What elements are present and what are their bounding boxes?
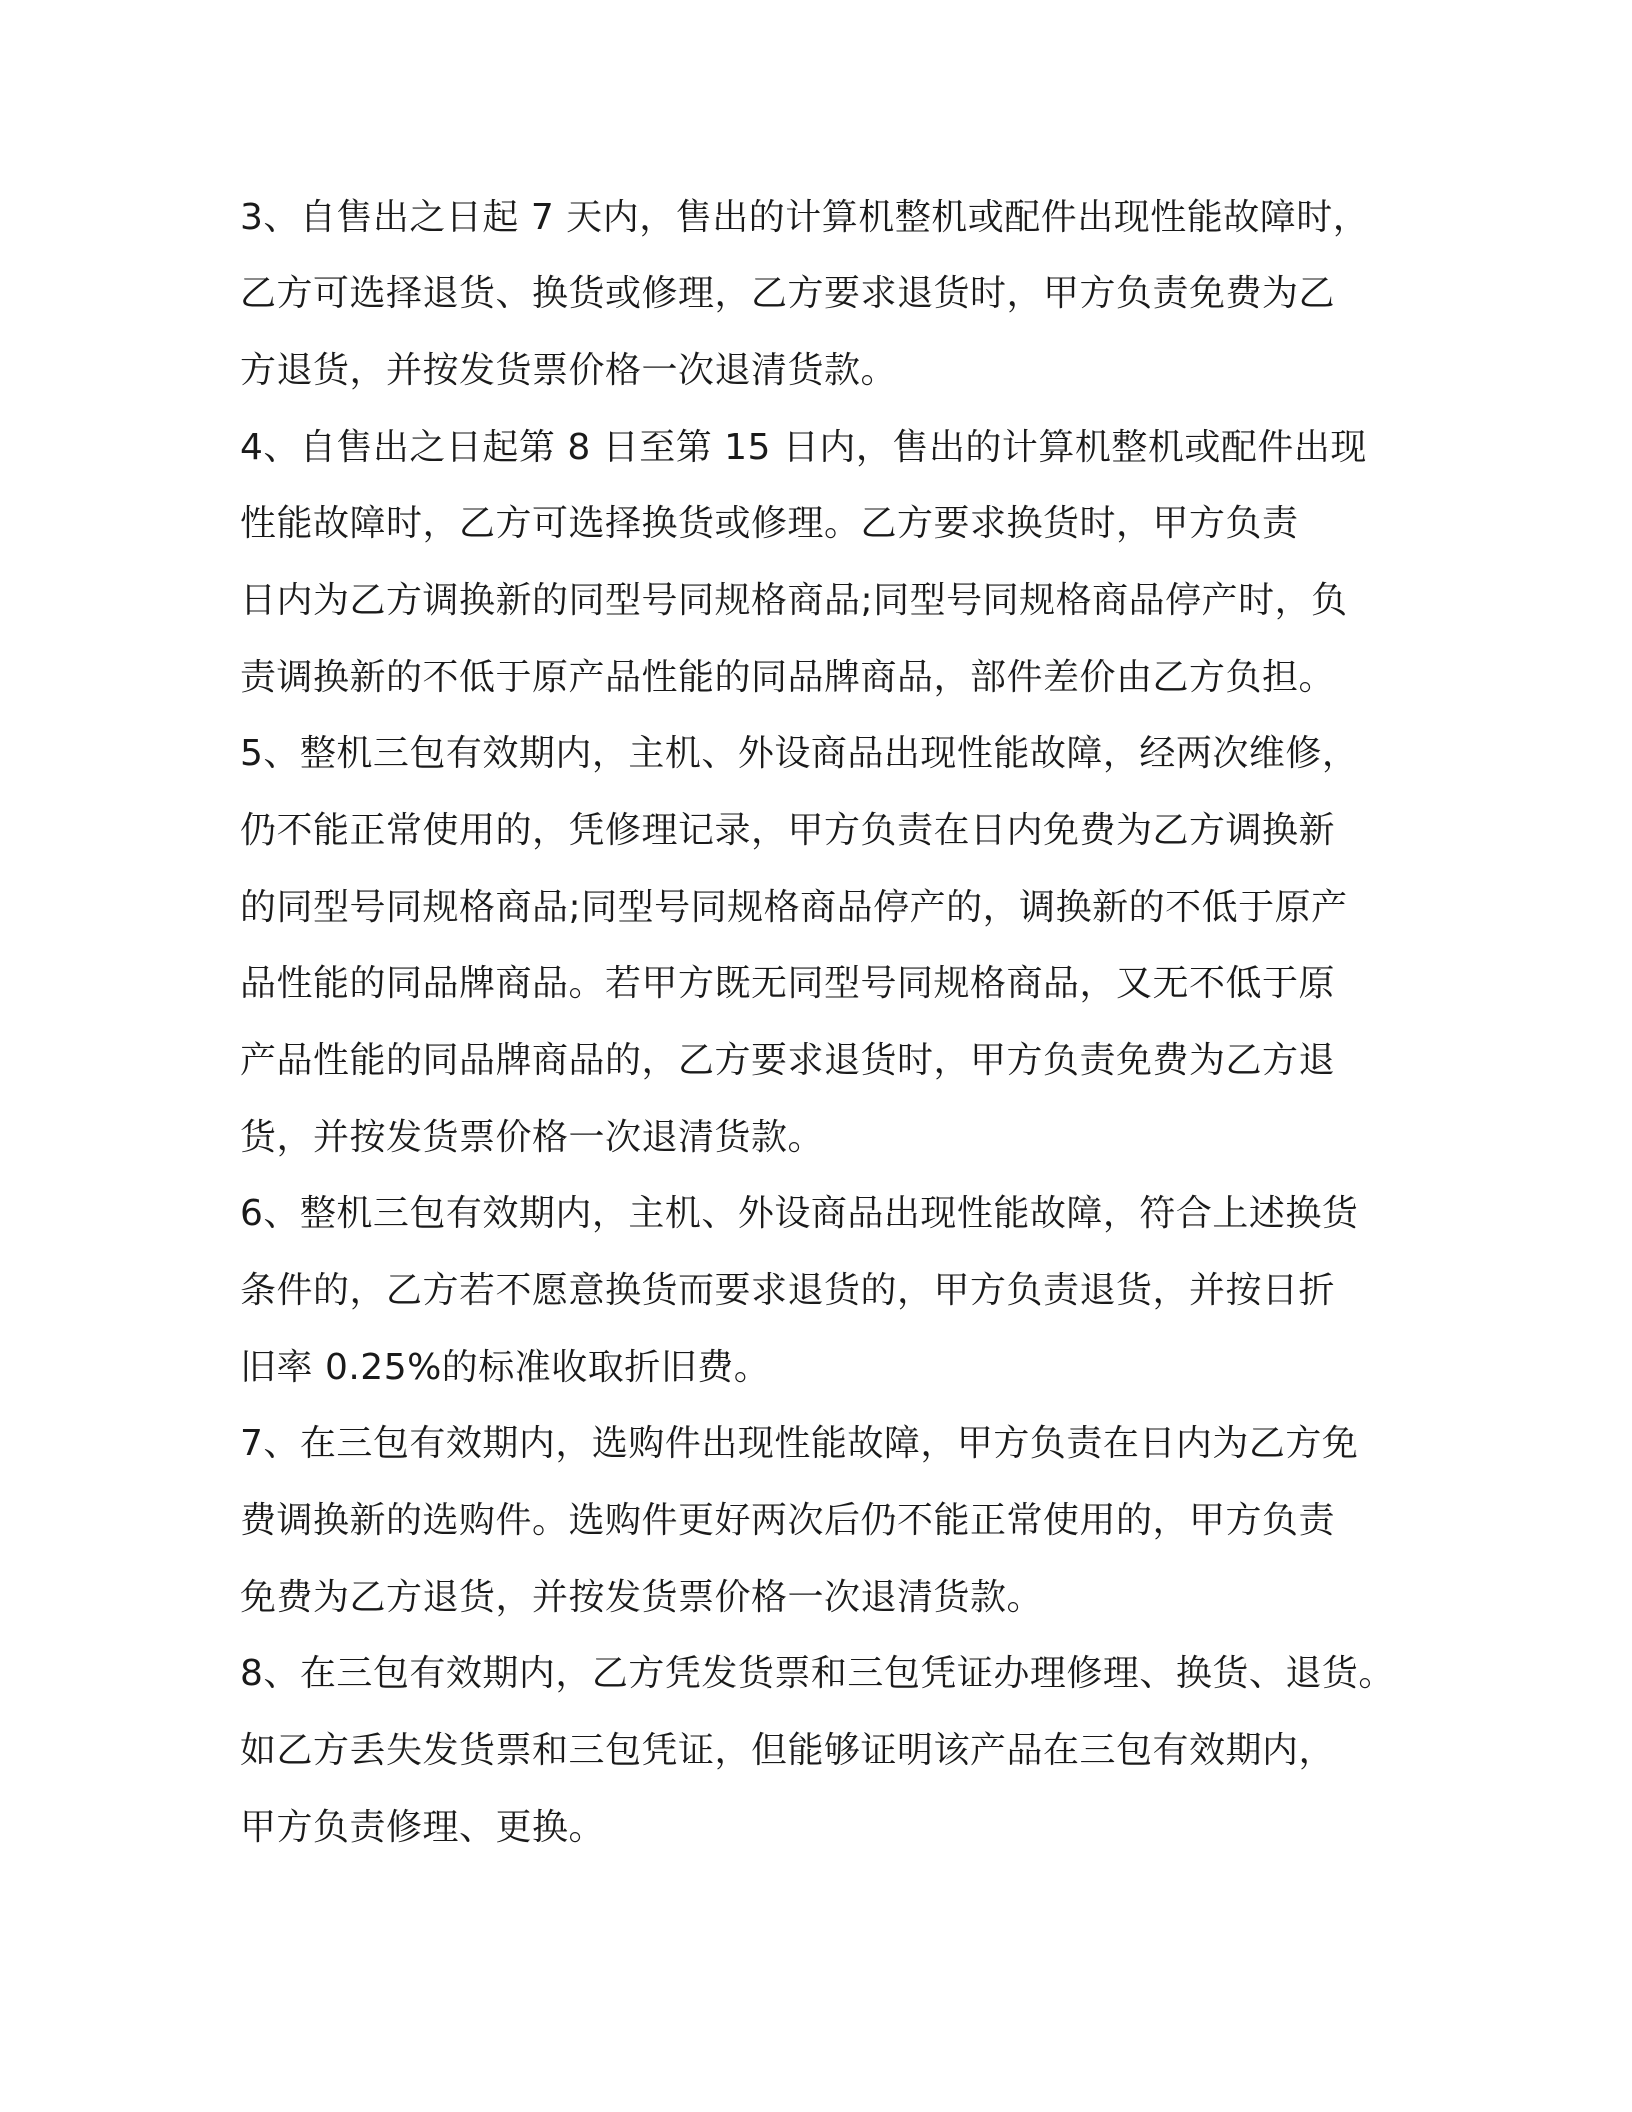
text-line: 方退货，并按发货票价格一次退清货款。 [240,350,898,391]
text-line: 的同型号同规格商品;同型号同规格商品停产的，调换新的不低于原产 [240,887,1348,928]
text-line: 品性能的同品牌商品。若甲方既无同型号同规格商品，又无不低于原 [240,963,1336,1004]
text-line: 产品性能的同品牌商品的，乙方要求退货时，甲方负责免费为乙方退 [240,1040,1336,1081]
text-line: 4、自售出之日起第 8 日至第 15 日内，售出的计算机整机或配件出现 [240,427,1367,468]
text-line: 5、整机三包有效期内，主机、外设商品出现性能故障，经两次维修， [240,733,1359,774]
text-line: 费调换新的选购件。选购件更好两次后仍不能正常使用的，甲方负责 [240,1500,1336,1541]
text-line: 条件的，乙方若不愿意换货而要求退货的，甲方负责退货，并按日折 [240,1270,1336,1311]
text-line: 责调换新的不低于原产品性能的同品牌商品，部件差价由乙方负担。 [240,657,1336,698]
text-line: 旧率 0.25%的标准收取折旧费。 [240,1347,771,1388]
text-line: 日内为乙方调换新的同型号同规格商品;同型号同规格商品停产时，负 [240,580,1348,621]
text-line: 甲方负责修理、更换。 [240,1807,606,1848]
text-line: 3、自售出之日起 7 天内，售出的计算机整机或配件出现性能故障时， [240,197,1370,238]
text-line: 免费为乙方退货，并按发货票价格一次退清货款。 [240,1577,1044,1618]
text-line: 性能故障时，乙方可选择换货或修理。乙方要求换货时，甲方负责 [240,503,1299,544]
text-line: 8、在三包有效期内，乙方凭发货票和三包凭证办理修理、换货、退货。 [240,1653,1395,1694]
text-line: 如乙方丢失发货票和三包凭证，但能够证明该产品在三包有效期内， [240,1730,1336,1771]
text-line: 7、在三包有效期内，选购件出现性能故障，甲方负责在日内为乙方免 [240,1423,1359,1464]
text-line: 仍不能正常使用的，凭修理记录，甲方负责在日内免费为乙方调换新 [240,810,1336,851]
text-line: 6、整机三包有效期内，主机、外设商品出现性能故障，符合上述换货 [240,1193,1359,1234]
text-line: 乙方可选择退货、换货或修理，乙方要求退货时，甲方负责免费为乙 [240,273,1336,314]
text-line: 货，并按发货票价格一次退清货款。 [240,1117,825,1158]
